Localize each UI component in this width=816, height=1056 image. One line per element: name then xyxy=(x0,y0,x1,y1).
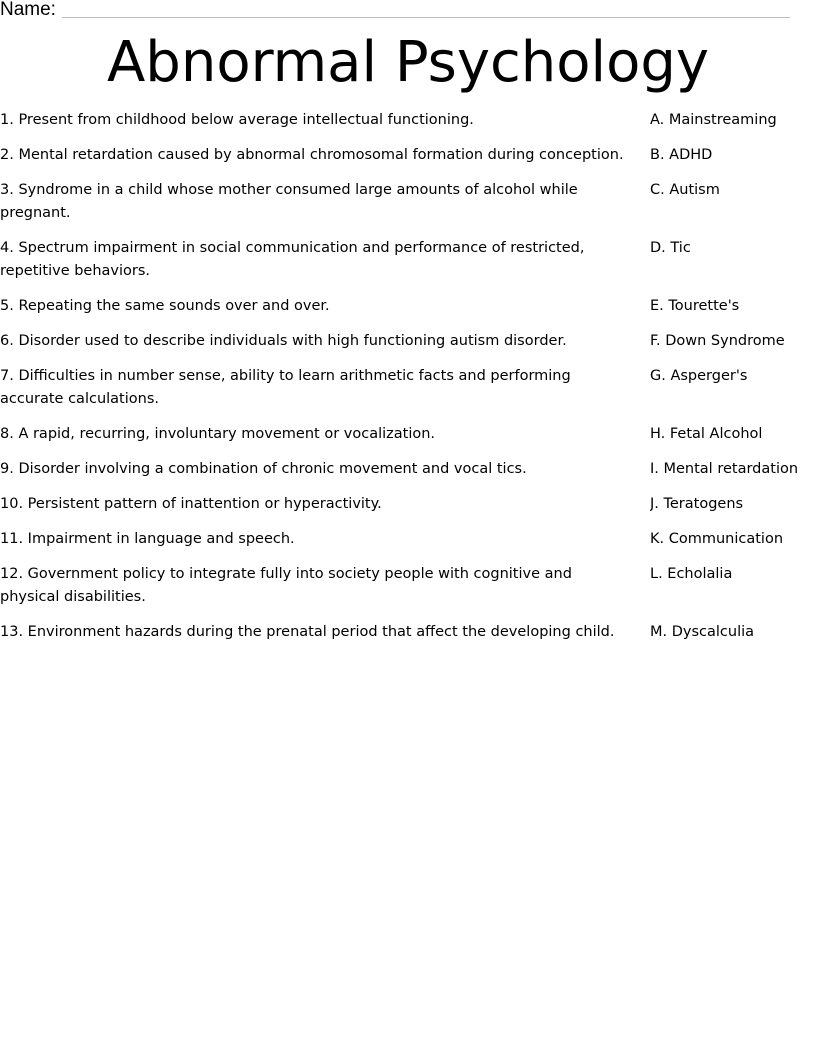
clue-text: 7. Difficulties in number sense, ability to learn arithmetic facts and performing accurate calculations. xyxy=(0,368,571,407)
answer-option: L. Echolalia xyxy=(650,566,733,582)
matching-list xyxy=(0,109,816,656)
matching-row xyxy=(0,528,816,551)
clue-text: 9. Disorder involving a combination of chronic movement and vocal tics. xyxy=(0,461,527,477)
matching-row xyxy=(0,330,816,353)
clue-text: 6. Disorder used to describe individuals with high functioning autism disorder. xyxy=(0,333,567,349)
answer-option: H. Fetal Alcohol xyxy=(650,426,763,442)
matching-row xyxy=(0,493,816,516)
matching-row xyxy=(0,458,816,481)
answer-option: F. Down Syndrome xyxy=(650,333,785,349)
clue-text: 5. Repeating the same sounds over and over. xyxy=(0,298,330,314)
worksheet-title: Abnormal Psychology xyxy=(106,30,710,95)
matching-row xyxy=(0,179,816,225)
answer-option: B. ADHD xyxy=(650,147,713,163)
matching-row xyxy=(0,295,816,318)
name-field-row xyxy=(0,0,790,22)
matching-row xyxy=(0,423,816,446)
matching-row xyxy=(0,563,816,609)
matching-row xyxy=(0,109,816,132)
matching-row xyxy=(0,144,816,167)
clue-text: 8. A rapid, recurring, involuntary movement or vocalization. xyxy=(0,426,436,442)
matching-row xyxy=(0,621,816,644)
answer-option: D. Tic xyxy=(650,240,691,256)
answer-option: M. Dyscalculia xyxy=(650,624,755,640)
answer-option: J. Teratogens xyxy=(650,496,744,512)
name-blank-line xyxy=(62,17,790,18)
matching-row xyxy=(0,237,816,283)
name-label: Name: xyxy=(0,0,56,20)
answer-option: E. Tourette's xyxy=(650,298,740,314)
clue-text: 12. Government policy to integrate fully into society people with cognitive and physical disabilities. xyxy=(0,566,572,605)
answer-option: I. Mental retardation xyxy=(650,461,799,477)
answer-option: A. Mainstreaming xyxy=(650,112,777,128)
clue-text: 11. Impairment in language and speech. xyxy=(0,531,295,547)
matching-row xyxy=(0,365,816,411)
answer-option: G. Asperger's xyxy=(650,368,748,384)
clue-text: 4. Spectrum impairment in social communication and performance of restricted, repetitive behaviors. xyxy=(0,240,585,279)
clue-text: 1. Present from childhood below average intellectual functioning. xyxy=(0,112,474,128)
clue-text: 3. Syndrome in a child whose mother consumed large amounts of alcohol while pregnant. xyxy=(0,182,578,221)
clue-text: 2. Mental retardation caused by abnormal chromosomal formation during conception. xyxy=(0,147,624,163)
answer-option: K. Communication xyxy=(650,531,784,547)
clue-text: 13. Environment hazards during the prenatal period that affect the developing child. xyxy=(0,624,615,640)
clue-text: 10. Persistent pattern of inattention or hyperactivity. xyxy=(0,496,382,512)
answer-option: C. Autism xyxy=(650,182,720,198)
